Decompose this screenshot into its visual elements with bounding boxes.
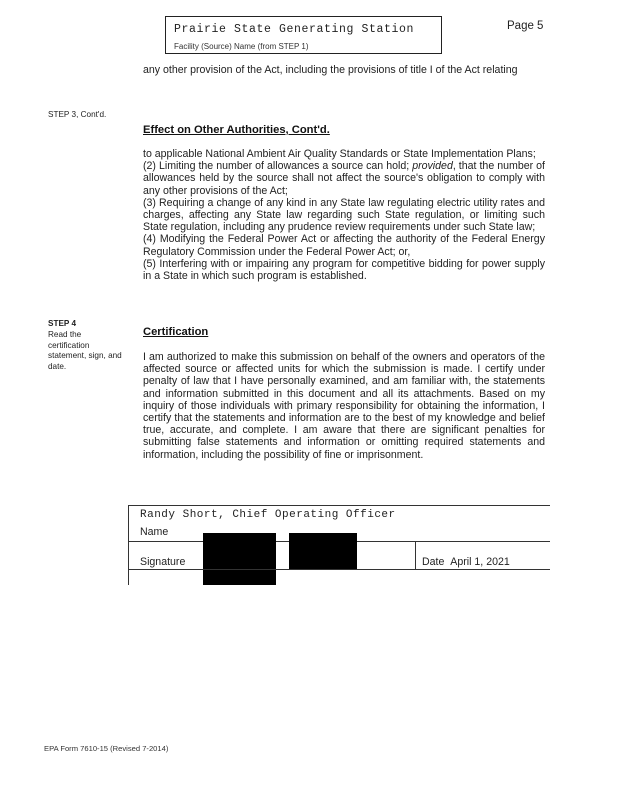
- name-label: Name: [140, 526, 169, 538]
- facility-name: Prairie State Generating Station: [174, 23, 415, 36]
- effect-item5: (5) Interfering with or impairing any program for competitive bidding for power supply in a State in which such program is established.: [143, 257, 545, 283]
- redacted-signature-1: [203, 533, 276, 585]
- signature-rule: [128, 569, 550, 570]
- date-label: Date: [422, 556, 445, 568]
- effect-item3: (3) Requiring a change of any kind in any State law regulating electric utility rates and charges, affecting any State law regarding such State regulation, or limiting such State regulation, including any prudence review requirements under such State law;: [143, 196, 545, 234]
- effect-line1: to applicable National Ambient Air Quality Standards or State Implementation Plans;: [143, 148, 536, 160]
- signer-name: Randy Short, Chief Operating Officer: [140, 509, 396, 521]
- item2-emphasis: provided: [412, 160, 453, 173]
- certification-paragraph: I am authorized to make this submission on behalf of the owners and operators of the affected source or affected units for which the submission is made. I certify under penalty of law that I have personally examined, and am familiar with, the statements and information submitted in this document and all its attachments. Based on my inquiry of those individuals with primary responsibility for obtaining the information, I certify that the statements and information are to the best of my knowledge and belief true, accurate, and complete. I am aware that there are significant penalties for submitting false statements and information or omitting required statements and information, including the possibility of fine or imprisonment.: [143, 351, 545, 461]
- item2-text-a: (2) Limiting the number of allowances a source can hold;: [143, 160, 410, 173]
- form-footer: EPA Form 7610-15 (Revised 7-2014): [44, 744, 169, 753]
- sig-left-rule: [128, 505, 129, 585]
- step3-label: STEP 3, Cont'd.: [48, 110, 107, 119]
- date-field[interactable]: [422, 556, 510, 568]
- date-divider: [415, 541, 416, 569]
- item2-text-b: , that the number of allowances held by the source shall not affect the source's obligation to comply with any other provisions of the Act;: [143, 160, 545, 197]
- signature-label[interactable]: Signature: [140, 556, 186, 568]
- facility-name-label: Facility (Source) Name (from STEP 1): [174, 42, 309, 51]
- step4-instruction: Read the certification statement, sign, and date.: [48, 329, 122, 372]
- effect-paragraph: [143, 148, 545, 282]
- effect-item4: (4) Modifying the Federal Power Act or affecting the authority of the Federal Energy Regulatory Commission under the Federal Power Act; or,: [143, 233, 545, 258]
- effect-item2: [143, 160, 545, 197]
- certification-heading: Certification: [143, 326, 209, 338]
- continuation-text: any other provision of the Act, including the provisions of title I of the Act relating: [143, 64, 518, 76]
- signature-block: [128, 505, 550, 585]
- effect-heading: Effect on Other Authorities, Cont'd.: [143, 124, 330, 136]
- date-value: April 1, 2021: [450, 556, 510, 568]
- step4-sidebar: [48, 319, 123, 373]
- page-number: Page 5: [507, 20, 544, 32]
- sig-top-rule: [128, 505, 550, 506]
- facility-name-box: [165, 16, 442, 54]
- step4-label: STEP 4: [48, 319, 77, 328]
- redacted-signature-2: [289, 533, 357, 569]
